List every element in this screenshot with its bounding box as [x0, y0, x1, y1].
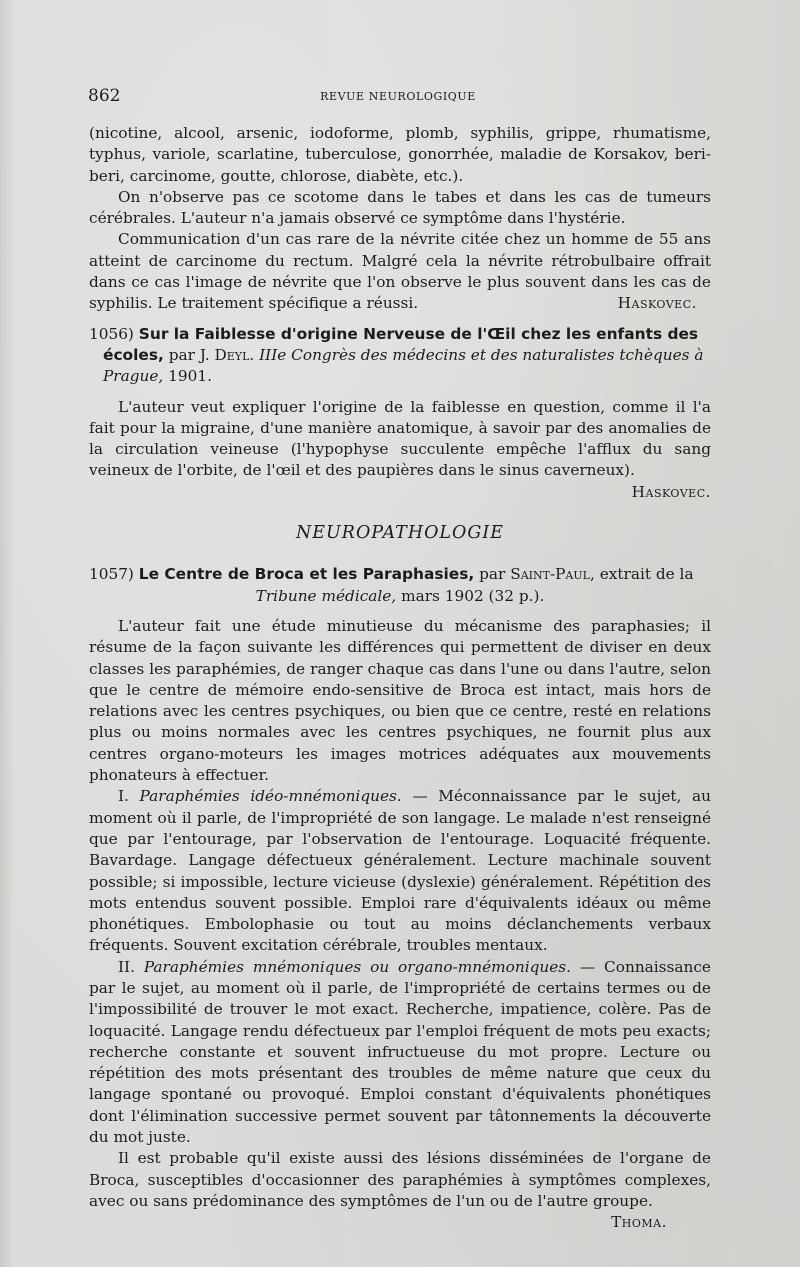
class-label: I. [118, 787, 129, 806]
reviewer-signature: Thoma. [611, 1213, 667, 1232]
journal-title: REVUE NEUROLOGIQUE [320, 90, 476, 103]
continuation-paragraph: (nicotine, alcool, arsenic, iodoforme, plomb, syphilis, grippe, rhumatisme, typhus, variole, scarlatine, tuberculose, gonorrhée, maladie de Korsakov, beri-beri, carcinome, goutte, chlorose, diabète, etc.). [89, 124, 711, 185]
abstract-paragraph [89, 786, 711, 956]
entry-source-line [89, 586, 711, 607]
abstract-paragraph: L'auteur fait une étude minutieuse du mécanisme des paraphasies; il résume de la façon suivante les différences qui permettent de diviser en deux classes les paraphémies, de ranger chaque cas dans l'une ou dans l'autre, selon que le centre de mémoire endo-sensitive de Broca est intact, mais hors de relations avec les centres psychiques, ou bien que ce centre, resté en relations plus ou moins normales avec les centres psychiques, ne fournit plus aux centres organo-moteurs les images motrices adéquates aux mouvements phonateurs à effectuer. [89, 616, 711, 785]
class-heading: Paraphémies idéo-mnémoniques. [139, 787, 402, 806]
entry-title: Sur la Faiblesse d'origine Nerveuse de l'Œil chez les enfants des écoles, [103, 324, 699, 364]
section-heading: NEUROPATHOLOGIE [295, 523, 505, 544]
abstract-paragraph [89, 957, 711, 1149]
entry-by: par [479, 565, 506, 584]
entry-heading-1057 [89, 564, 711, 585]
entry-journal: Tribune médicale, [255, 586, 397, 605]
running-head [88, 86, 708, 108]
class-text: — Méconnaissance par le sujet, au moment où il parle, de l'impropriété de son langage. Le malade n'est renseigné que par l'entourage, par l'observation de l'entourage. Loquacité fréquente. Bavardage. Langage défectueux généralement. Lecture machinale souvent possible; si impossible, lecture vicieuse (dyslexie) généralement. Répétition des mots entendus souvent possible. Emploi rare d'équivalents idéaux ou même phonétiques. Embolophasie ou tout au moins déclanchements verbaux fréquents. Souvent excitation cérébrale, troubles mentaux. [89, 787, 711, 955]
continuation-paragraph [89, 229, 711, 314]
page-number: 862 [88, 86, 121, 106]
entry-by: par [168, 345, 195, 364]
entry-date: mars 1902 (32 p.). [401, 586, 545, 605]
continuation-text: Communication d'un cas rare de la névrite citée chez un homme de 55 ans atteint de carcinome du rectum. Malgré cela la névrite rétrobulbaire offrait dans ce cas l'image de névrite que l'on observe le plus souvent dans les cas de syphilis. Le traitement spécifique a réussi. [89, 230, 711, 313]
class-label: II. [118, 957, 135, 976]
entry-author: J. Deyl. [199, 345, 255, 364]
entry-source: IIIe Congrès des médecins et des naturalistes tchèques à Prague, [103, 345, 704, 386]
entry-year: 1901. [168, 367, 212, 386]
page-body [89, 123, 711, 1234]
entry-title: Le Centre de Broca et les Paraphasies, [138, 565, 475, 584]
continuation-paragraph: On n'observe pas ce scotome dans le tabes et dans les cas de tumeurs cérébrales. L'auteur n'a jamais observé ce symptôme dans l'hystérie. [89, 187, 711, 228]
entry-number: 1057) [89, 565, 134, 584]
entry-heading-1056 [89, 324, 711, 388]
entry-author: Saint-Paul, [510, 565, 595, 584]
abstract-paragraph: Il est probable qu'il existe aussi des lésions disséminées de l'organe de Broca, susceptibles d'occasionner des paraphémies à symptômes complexes, avec ou sans prédominance des symptômes de l'un ou de l'autre groupe. [89, 1149, 711, 1210]
reviewer-signature: Haskovec. [631, 482, 711, 501]
abstract-paragraph: L'auteur veut expliquer l'origine de la faiblesse en question, comme il l'a fait pour la migraine, d'une manière anatomique, à savoir par des anomalies de la circulation veineuse (l'hypophyse succulente empêche l'afflux du sang veineux de l'orbite, de l'œil et des paupières dans le sinus caverneux). [89, 397, 711, 480]
class-text: — Connaissance par le sujet, au moment où il parle, de l'impropriété de certains termes ou de l'impossibilité de trouver le mot exact. Recherche, impatience, colère. Pas de loquacité. Langage rendu défectueux par l'emploi fréquent de mots peu exacts; recherche constante et souvent infructueuse du mot propre. Lecture ou répétition des mots présentant des troubles de même nature que ceux du langage spontané ou provoqué. Emploi constant d'équivalents phonétiques dont l'élimination successive permet souvent par tâtonnements la découverte du mot juste. [89, 957, 711, 1147]
entry-extract: extrait de la [599, 565, 694, 584]
class-heading: Paraphémies mnémoniques ou organo-mnémoniques. [143, 957, 572, 976]
entry-number: 1056) [89, 324, 134, 343]
reviewer-signature: Haskovec. [617, 294, 697, 313]
